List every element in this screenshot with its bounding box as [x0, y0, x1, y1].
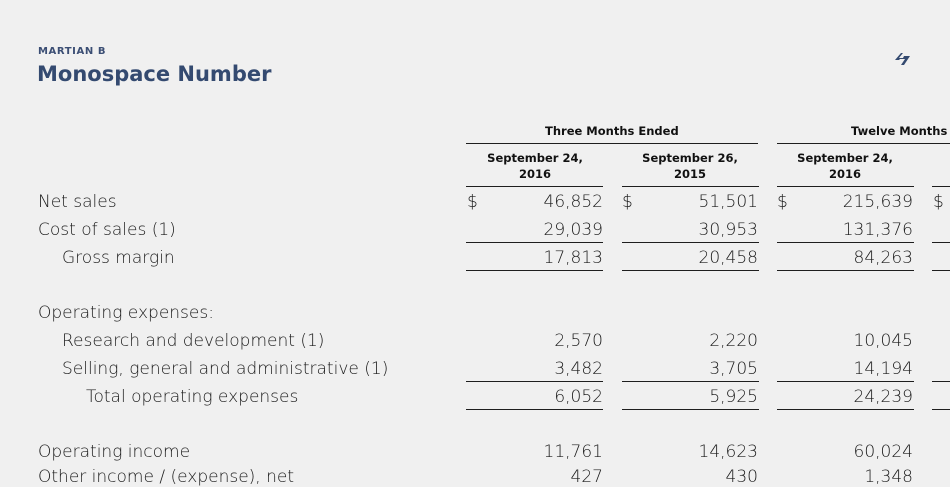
total-rule-4 — [932, 270, 950, 271]
column-rule-3 — [777, 186, 914, 187]
cell-operating-income-1: 11,761 — [543, 442, 603, 462]
group-rule-three-months — [466, 143, 758, 144]
column-header-1-line2: 2016 — [518, 167, 551, 181]
opex-total-rule-3 — [777, 409, 914, 410]
total-rule-1 — [466, 270, 603, 271]
group-header-twelve-months: Twelve Months — [851, 124, 948, 138]
opex-total-rule-4 — [932, 409, 950, 410]
cell-total-opex-2: 5,925 — [709, 387, 758, 407]
currency-symbol: $ — [622, 192, 633, 212]
cell-operating-income-3: 60,024 — [853, 442, 913, 462]
column-header-1-line1: September 24, — [487, 151, 583, 165]
cell-total-opex-1: 6,052 — [554, 387, 603, 407]
cell-other-income-3: 1,348 — [864, 467, 913, 487]
cell-cost-of-sales-2: 30,953 — [698, 220, 758, 240]
currency-symbol: $ — [467, 192, 478, 212]
row-label-gross-margin: Gross margin — [62, 248, 175, 268]
cell-research-2: 2,220 — [709, 331, 758, 351]
opex-total-rule-1 — [466, 409, 603, 410]
cell-net-sales-1: 46,852 — [543, 192, 603, 212]
column-header-2-line1: September 26, — [642, 151, 738, 165]
row-label-operating-income: Operating income — [38, 442, 191, 462]
cell-research-3: 10,045 — [853, 331, 913, 351]
column-header-3 — [775, 150, 915, 182]
cell-gross-margin-2: 20,458 — [698, 248, 758, 268]
cell-research-1: 2,570 — [554, 331, 603, 351]
opex-total-rule-2 — [622, 409, 759, 410]
total-rule-2 — [622, 270, 759, 271]
cell-gross-margin-1: 17,813 — [543, 248, 603, 268]
section-label-operating-expenses: Operating expenses: — [38, 303, 214, 323]
subtotal-rule-2 — [622, 242, 759, 243]
subtotal-rule-4 — [932, 242, 950, 243]
row-label-net-sales: Net sales — [38, 192, 117, 212]
cell-selling-3: 14,194 — [853, 359, 913, 379]
eyebrow-label: MARTIAN B — [38, 46, 107, 57]
cell-net-sales-3: 215,639 — [842, 192, 913, 212]
column-header-1 — [465, 150, 605, 182]
cell-selling-2: 3,705 — [709, 359, 758, 379]
column-rule-2 — [622, 186, 759, 187]
currency-symbol: $ — [777, 192, 788, 212]
column-header-3-line1: September 24, — [797, 151, 893, 165]
cell-operating-income-2: 14,623 — [698, 442, 758, 462]
cell-cost-of-sales-3: 131,376 — [842, 220, 913, 240]
row-label-research: Research and development (1) — [62, 331, 325, 351]
column-rule-4 — [932, 186, 950, 187]
opex-subtotal-rule-3 — [777, 381, 914, 382]
row-label-other-income: Other income / (expense), net — [38, 467, 295, 487]
cell-total-opex-3: 24,239 — [853, 387, 913, 407]
column-header-2-line2: 2015 — [673, 167, 706, 181]
subtotal-rule-3 — [777, 242, 914, 243]
opex-subtotal-rule-4 — [932, 381, 950, 382]
currency-symbol: $ — [933, 192, 944, 212]
cell-other-income-1: 427 — [570, 467, 603, 487]
row-label-cost-of-sales: Cost of sales (1) — [38, 220, 176, 240]
brand-logo-icon — [894, 52, 912, 66]
subtotal-rule-1 — [466, 242, 603, 243]
page-title: Monospace Number — [37, 62, 272, 86]
cell-gross-margin-3: 84,263 — [853, 248, 913, 268]
cell-selling-1: 3,482 — [554, 359, 603, 379]
total-rule-3 — [777, 270, 914, 271]
group-rule-twelve-months — [777, 143, 950, 144]
group-header-three-months: Three Months Ended — [545, 124, 679, 138]
cell-net-sales-2: 51,501 — [698, 192, 758, 212]
opex-subtotal-rule-2 — [622, 381, 759, 382]
column-header-3-line2: 2016 — [828, 167, 861, 181]
cell-cost-of-sales-1: 29,039 — [543, 220, 603, 240]
opex-subtotal-rule-1 — [466, 381, 603, 382]
column-header-2 — [620, 150, 760, 182]
row-label-total-opex: Total operating expenses — [86, 387, 299, 407]
column-rule-1 — [466, 186, 603, 187]
cell-other-income-2: 430 — [725, 467, 758, 487]
row-label-selling: Selling, general and administrative (1) — [62, 359, 389, 379]
